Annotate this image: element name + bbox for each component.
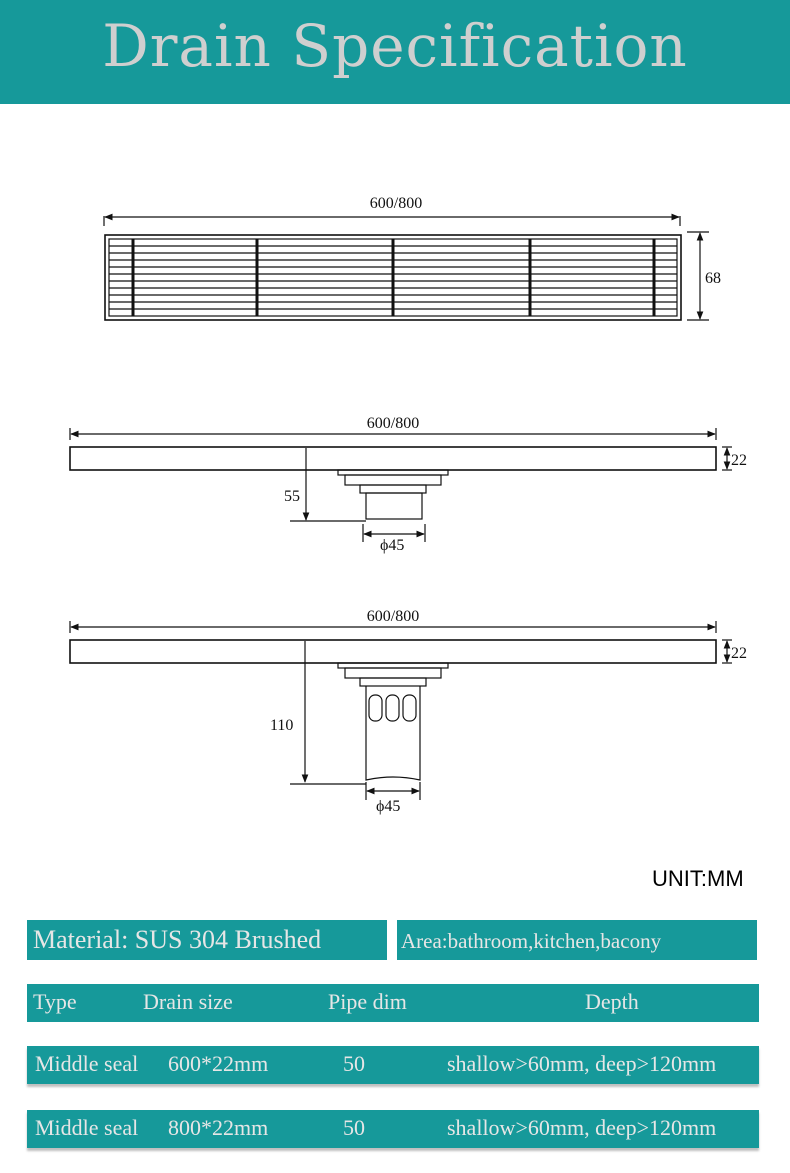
row-type: Middle seal: [35, 1115, 139, 1140]
deep-length-label: 600/800: [366, 608, 420, 625]
shallow-pipe-label: ϕ45: [380, 537, 405, 554]
shallow-channel-body: [70, 447, 716, 470]
spec-header-row: [27, 984, 759, 1022]
row-size: 800*22mm: [168, 1115, 269, 1140]
top-length-label: 600/800: [369, 195, 423, 212]
header-pipe-dim: Pipe dim: [328, 989, 407, 1014]
header-banner: [0, 0, 790, 104]
shallow-collar: [345, 475, 441, 485]
deep-pipe-label: ϕ45: [376, 798, 401, 815]
spec-row: [27, 1046, 759, 1084]
deep-vent-slot-3: [403, 695, 416, 721]
row-type: Middle seal: [35, 1051, 139, 1076]
material-text: Material: SUS 304 Brushed: [33, 925, 322, 954]
shallow-outlet-pipe: [366, 493, 422, 519]
shallow-length-label: 600/800: [366, 415, 420, 432]
row-pipe: 50: [343, 1115, 365, 1140]
shallow-thickness-label: 22: [731, 452, 747, 469]
deep-trap-top: [360, 678, 426, 686]
technical-drawing: [0, 104, 790, 824]
row-size: 600*22mm: [168, 1051, 269, 1076]
area-bar: [397, 920, 757, 960]
spec-row: [27, 1110, 759, 1148]
shallow-depth-label: 55: [284, 488, 300, 505]
deep-vent-slot-1: [369, 695, 382, 721]
grate-cross-bars: [133, 239, 654, 316]
deep-thickness-label: 22: [731, 645, 747, 662]
page-title: Drain Specification: [102, 12, 688, 80]
header-depth: Depth: [585, 989, 639, 1014]
deep-collar: [345, 668, 441, 678]
deep-vent-slot-2: [386, 695, 399, 721]
material-bar: [27, 920, 387, 960]
header-drain-size: Drain size: [143, 989, 233, 1014]
area-text: Area:bathroom,kitchen,bacony: [401, 929, 662, 953]
top-view: [104, 216, 709, 320]
deep-outlet-body: [366, 686, 420, 780]
deep-channel-body: [70, 640, 716, 663]
deep-depth-label: 110: [270, 717, 294, 734]
row-pipe: 50: [343, 1051, 365, 1076]
unit-label: UNIT:MM: [652, 866, 744, 891]
row-depth: shallow>60mm, deep>120mm: [447, 1051, 717, 1076]
side-view-deep: [70, 621, 732, 800]
side-view-shallow: [70, 428, 732, 542]
header-type: Type: [33, 989, 77, 1014]
top-width-label: 68: [705, 270, 721, 287]
shallow-trap-top: [360, 485, 426, 493]
row-depth: shallow>60mm, deep>120mm: [447, 1115, 717, 1140]
